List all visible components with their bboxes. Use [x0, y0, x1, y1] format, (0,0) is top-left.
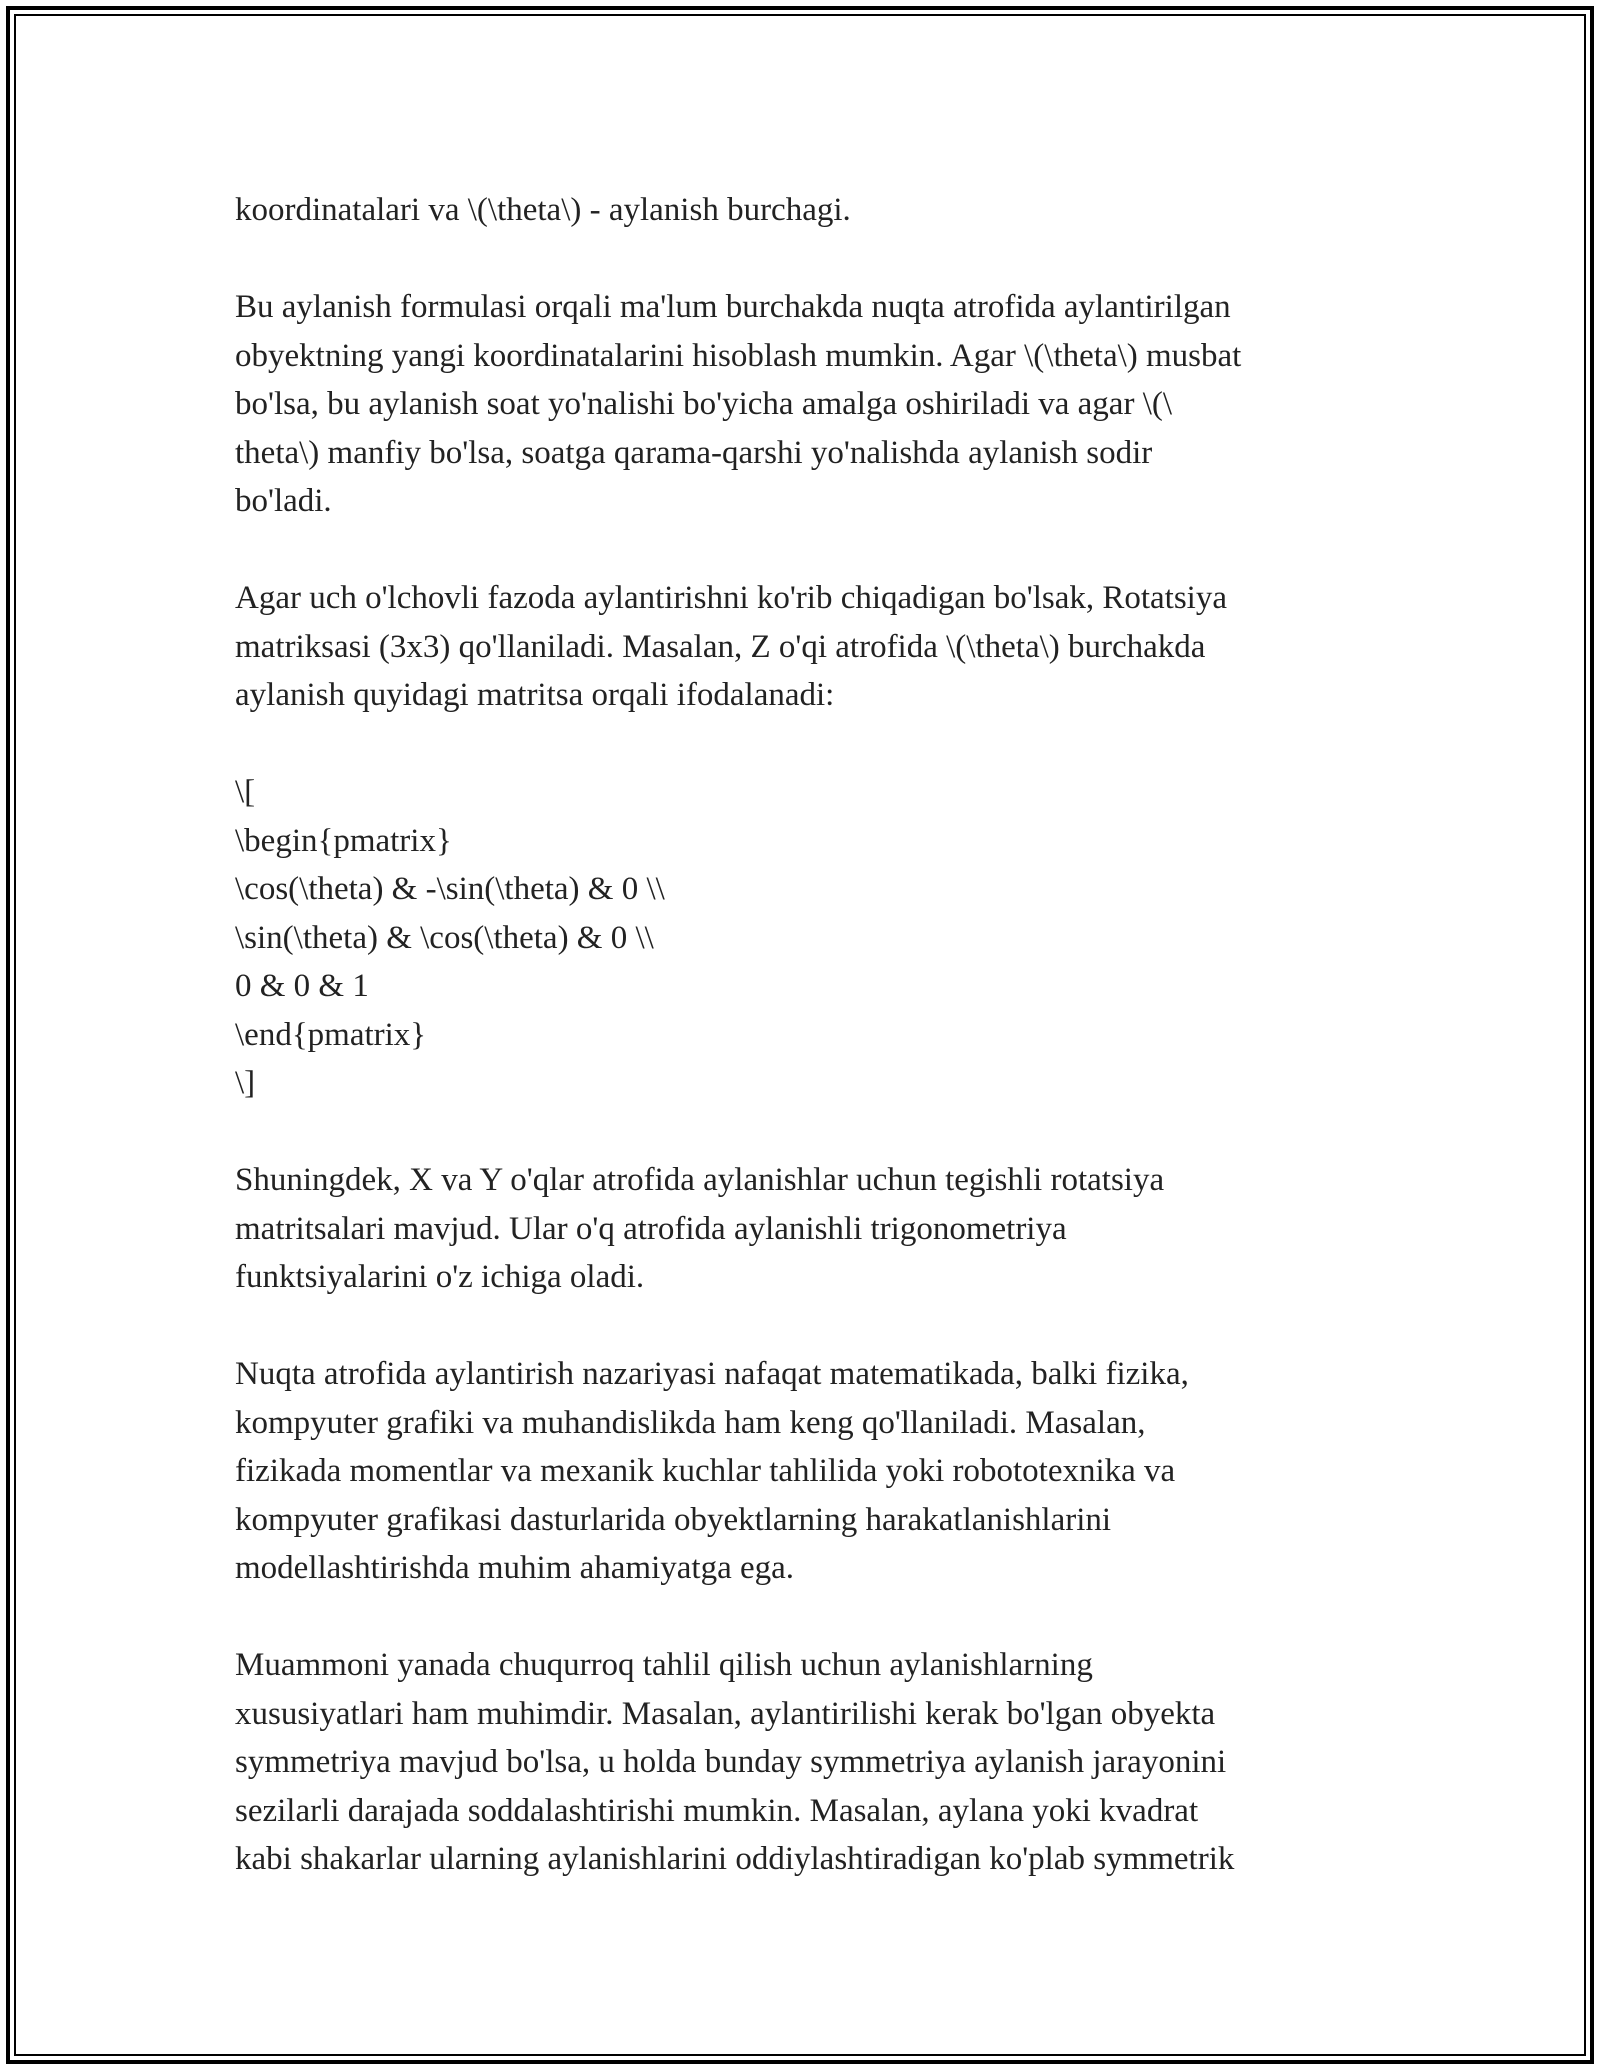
text-line: \cos(\theta) & -\sin(\theta) & 0 \\: [235, 871, 665, 907]
paragraph-gap: [235, 1593, 1375, 1642]
text-line: fizikada momentlar va mexanik kuchlar tahlilida yoki robototexnika va: [235, 1453, 1176, 1489]
text-line: kompyuter grafikasi dasturlarida obyektlarning harakatlanishlarini: [235, 1501, 1112, 1538]
text-line: Shuningdek, X va Y o'qlar atrofida aylanishlar uchun tegishli rotatsiya: [235, 1162, 1165, 1198]
paragraph-gap: [235, 720, 1375, 769]
text-line: 0 & 0 & 1: [235, 968, 369, 1004]
text-line: \begin{pmatrix}: [235, 822, 452, 859]
text-line: Agar uch o'lchovli fazoda aylantirishni ko'rib chiqadigan bo'lsak, Rotatsiya: [235, 580, 1227, 616]
paragraph: [235, 574, 1375, 720]
text-line: kabi shakarlar ularning aylanishlarini oddiylashtiradigan ko'plab symmetrik: [235, 1841, 1235, 1877]
paragraph-gap: [235, 1302, 1375, 1351]
text-line: xususiyatlari ham muhimdir. Masalan, aylantirilishi kerak bo'lgan obyekta: [235, 1695, 1216, 1732]
paragraph: [235, 1641, 1375, 1884]
text-line: \[: [235, 774, 256, 810]
text-line: bo'lsa, bu aylanish soat yo'nalishi bo'yicha amalga oshiriladi va agar \(\: [235, 386, 1173, 422]
text-line: aylanish quyidagi matritsa orqali ifodalanadi:: [235, 677, 835, 713]
paragraph: [235, 283, 1375, 526]
paragraph: [235, 1350, 1375, 1593]
text-line: modellashtirishda muhim ahamiyatga ega.: [235, 1550, 795, 1586]
text-line: obyektning yangi koordinatalarini hisoblash mumkin. Agar \(\theta\) musbat: [235, 337, 1242, 374]
paragraph: [235, 1156, 1375, 1302]
text-line: theta\) manfiy bo'lsa, soatga qarama-qarshi yo'nalishda aylanish sodir: [235, 434, 1153, 471]
text-line: matritsalari mavjud. Ular o'q atrofida aylanishli trigonometriya: [235, 1210, 1067, 1247]
text-line: bo'ladi.: [235, 483, 332, 519]
text-line: Muammoni yanada chuqurroq tahlil qilish uchun aylanishlarning: [235, 1647, 1093, 1683]
text-line: \end{pmatrix}: [235, 1016, 427, 1053]
paragraph: [235, 186, 1375, 235]
paragraph-gap: [235, 526, 1375, 575]
text-line: symmetriya mavjud bo'lsa, u holda bunday symmetriya aylanish jarayonini: [235, 1744, 1227, 1780]
text-line: \]: [235, 1065, 256, 1101]
text-line: matriksasi (3x3) qo'llaniladi. Masalan, Z o'qi atrofida \(\theta\) burchakda: [235, 628, 1206, 665]
text-line: Bu aylanish formulasi orqali ma'lum burchakda nuqta atrofida aylantirilgan: [235, 289, 1231, 325]
document-body: [235, 186, 1375, 1884]
text-line: Nuqta atrofida aylantirish nazariyasi nafaqat matematikada, balki fizika,: [235, 1356, 1189, 1392]
text-line: \sin(\theta) & \cos(\theta) & 0 \\: [235, 919, 654, 956]
text-line: funktsiyalarini o'z ichiga oladi.: [235, 1259, 645, 1295]
paragraph-gap: [235, 1108, 1375, 1157]
paragraph: [235, 768, 1375, 1108]
text-line: koordinatalari va \(\theta\) - aylanish burchagi.: [235, 192, 851, 228]
text-line: sezilarli darajada soddalashtirishi mumkin. Masalan, aylana yoki kvadrat: [235, 1792, 1199, 1829]
paragraph-gap: [235, 235, 1375, 284]
text-line: kompyuter grafiki va muhandislikda ham keng qo'llaniladi. Masalan,: [235, 1404, 1146, 1441]
